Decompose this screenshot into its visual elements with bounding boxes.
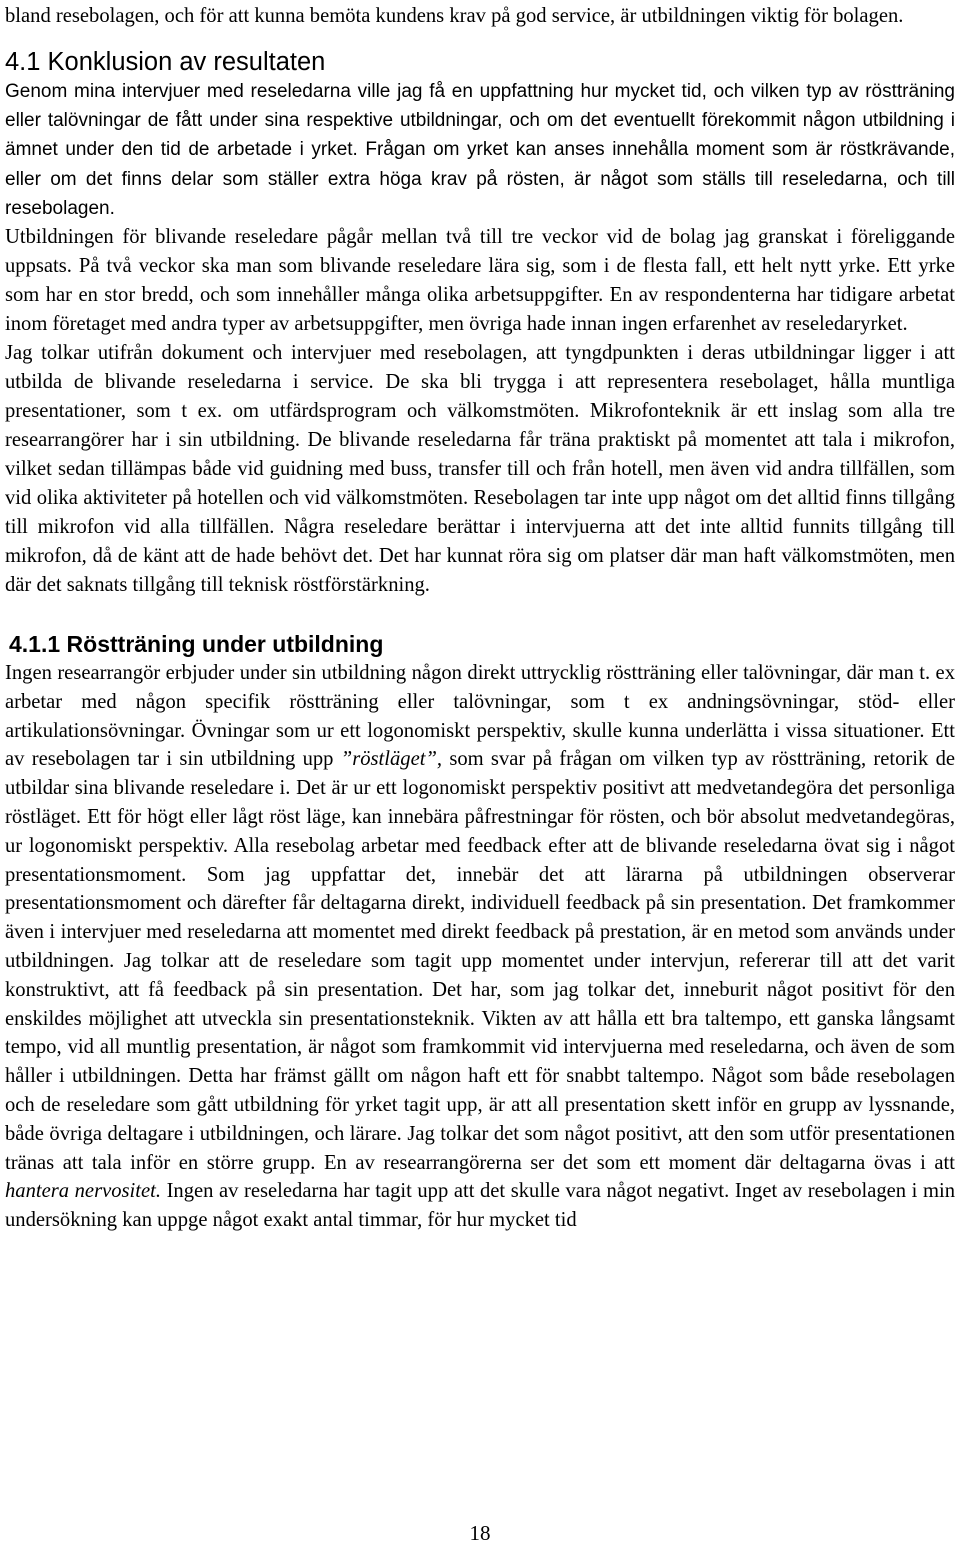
document-page — [5, 0, 955, 1235]
italic-term-rostlaget: ”röstläget”, — [340, 748, 443, 771]
section-paragraph-2: Utbildningen för blivande reseledare pågår mellan två till tre veckor vid de bolag jag granskat i föreliggande uppsats. På två veckor ska man som blivande reseledare lära sig, som i de flesta fall, ett helt nytt yrke. Ett yrke som har en stor bredd, och som innehåller många olika arbetsuppgifter. En av respondenterna har tidigare arbetat inom företaget med andra typer av arbetsuppgifter, men övriga hade innan ingen erfarenhet av reseledaryrket. — [5, 226, 955, 336]
text-run: Ingen av reseledarna har tagit upp att det skulle vara något negativt. Inget av resebolagen i min undersökning kan uppge något exakt antal timmar, för hur mycket tid — [5, 1180, 955, 1232]
subsection-heading: 4.1.1 Röstträning under utbildning — [9, 631, 384, 658]
intro-paragraph: bland resebolagen, och för att kunna bemöta kundens krav på god service, är utbildningen viktig för bolagen. — [5, 5, 904, 27]
section-heading: 4.1 Konklusion av resultaten — [5, 48, 326, 76]
page-number: 18 — [469, 1521, 491, 1545]
italic-term-nervositet: hantera nervositet. — [5, 1180, 161, 1203]
text-run: Ingen researrangör erbjuder under sin utbildning någon direkt uttrycklig röstträning eller talövningar, där man t. ex arbetar med någon specifik röstträning eller talövningar, som t ex andningsövningar, stöd- eller artikulationsövningar. Övningar som ur ett logonomiskt perspektiv, skulle kunna underlätta i vissa situationer. Ett av resebolagen tar i sin utbildning upp — [5, 662, 955, 771]
section-paragraph-3: Jag tolkar utifrån dokument och intervjuer med resebolagen, att tyngdpunkten i deras utbildningar ligger i att utbilda de blivande reseledarna i service. De ska bli trygga i att representera resebolaget, hålla muntliga presentationer, som t ex. om utfärdsprogram och välkomstmöten. Mikrofonteknik är ett inslag som alla tre researrangörer har i sin utbildning. De blivande reseledarna får träna praktiskt på momentet att tala i mikrofon, vilket sedan tillämpas både vid guidning med buss, transfer till och från hotell, men även vid andra tillfällen, som vid olika aktiviteter på hotellen och vid välkomstmöten. Resebolagen tar inte upp något om det alltid finns tillgång till mikrofon vid alla tillfällen. Några reseledare berättar i intervjuerna att det inte alltid funnits tillgång till mikrofon, då de känt att de hade behövt det. Det har kunnat röra sig om platser där man haft välkomstmöten, men där det saknats tillgång till teknisk röstförstärkning. — [5, 342, 955, 597]
section-paragraph-1: Genom mina intervjuer med reseledarna ville jag få en uppfattning hur mycket tid, och vilken typ av röstträning eller talövningar de fått under sina respektive utbildningar, och om det eventuellt förekommit någon utbildning i ämnet under den tid de arbetade i yrket. Frågan om yrket kan anses innehålla moment som är röstkrävande, eller om det finns delar som ställer extra höga krav på rösten, är något som ställs till reseledarna, och till resebolagen. — [5, 81, 955, 219]
text-run: som svar på frågan om vilken typ av röstträning, retorik de utbildar sina blivande reseledare i. Det är ur ett logonomiskt perspektiv positivt att medvetandegöra det personliga röstläget. Ett för högt eller lågt röst läge, kan innebära påfrestningar för rösten, och bör absolut medvetandegöras, ur logonomiskt perspektiv. Alla resebolag arbetar med feedback efter att de blivande reseledarna övat sig i något presentationsmoment. Som jag uppfattar det, innebär det att lärarna på utbildningen observerar presentationsmoment och därefter får deltagarna direkt, individuell feedback på sin presentation. Det framkommer även i intervjuer med reseledarna att momentet med direkt feedback på prestation, är en metod som används under utbildningen. Jag tolkar att de reseledare som tagit upp momentet under intervjun, refererar till att det varit konstruktivt, att få feedback på sin presentation. Det har, som jag tolkar det, inneburit något positivt för den enskildes möjlighet att utveckla sin presentationsteknik. Vikten av att hålla ett bra taltempo, ett ganska långsamt tempo, vid all muntlig presentation, är något som framkommit vid intervjuerna med reseledarna, och även de som håller i utbildningen. Detta har främst gällt om någon haft ett för snabbt taltempo. Något som både resebolagen och de reseledare som gått utbildning för yrket tagit upp, är att all presentation skett inför en grupp av lyssnande, både övriga deltagare i utbildningen, och lärare. Jag tolkar det som något positivt, att den som utför presentationen tränas att tala inför en större grupp. En av researrangörerna ser det som ett moment där deltagarna övas i att — [5, 748, 956, 1174]
subsection-paragraph — [5, 659, 955, 1235]
